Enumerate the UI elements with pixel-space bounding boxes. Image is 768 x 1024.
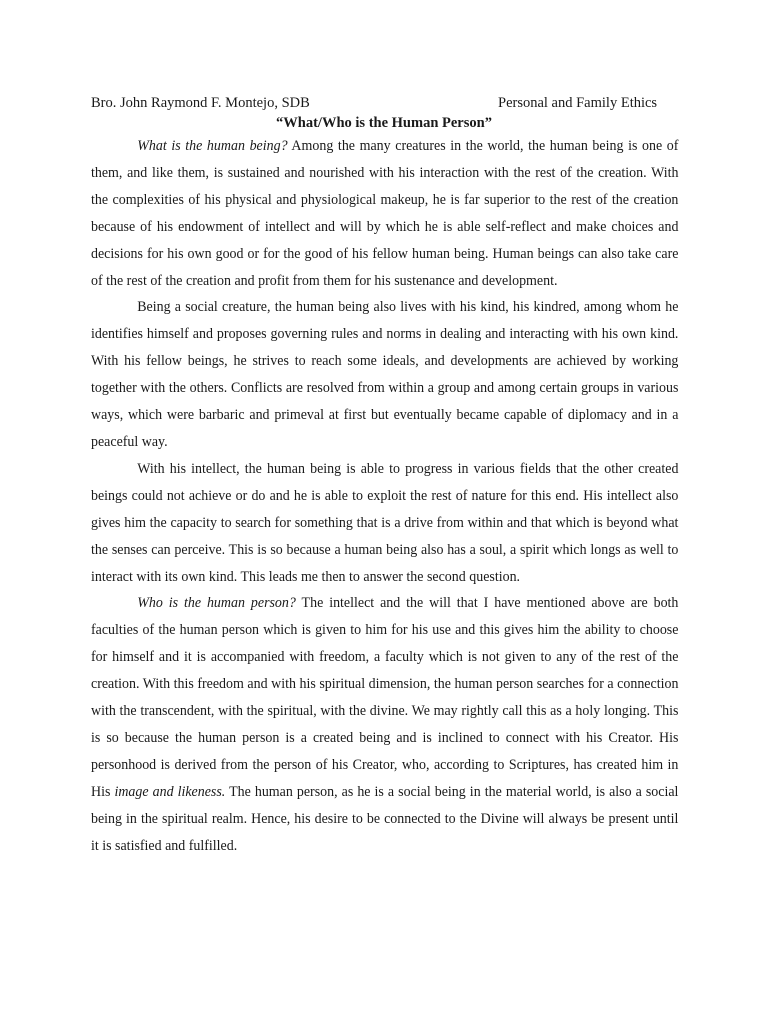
document-header — [91, 93, 663, 113]
paragraph-4-text-b: The human person, as he is a social being in the material world, is also a social being in the spiritual realm. Hence, his desire to be connected to the Divine will always be present until it is satisfied and fulfilled. — [91, 783, 679, 854]
document-title: “What/Who is the Human Person” — [276, 115, 492, 131]
paragraph-4-text-a: The intellect and the will that I have mentioned above are both faculties of the human person which is given to him for his use and this gives him the ability to choose for himself and it is accompanied with freedom, a faculty which is not given to any of the rest of the creation. With this freedom and with his spiritual dimension, the human person searches for a connection with the transcendent, with the spiritual, with the divine. We may rightly call this as a holy longing. This is so because the human person is a created being and is inclined to connect with his Creator. His personhood is derived from the person of his Creator, who, according to Scriptures, has created him in His — [91, 595, 679, 800]
paragraph-2 — [91, 294, 678, 455]
paragraph-1-text: Among the many creatures in the world, the human being is one of them, and like them, is sustained and nourished with his interaction with the rest of the creation. With the complexities of his physical and physiological makeup, he is far superior to the rest of the creation because of his endowment of intellect and will by which he is able self-reflect and make choices and decisions for his own good or for the good of his fellow human being. Human beings can also take care of the rest of the creation and profit from them for his sustenance and development. — [91, 138, 679, 289]
document-body — [91, 133, 678, 859]
emphasis-image-likeness: image and likeness. — [114, 783, 226, 800]
paragraph-3 — [91, 456, 678, 591]
paragraph-4 — [91, 590, 678, 859]
paragraph-3-text: With his intellect, the human being is able to progress in various fields that the other created beings could not achieve or do and he is able to exploit the rest of nature for this end. His intellect also gives him the capacity to search for something that is a drive from within and that which is beyond what the senses can perceive. This is so because a human being also has a soul, a spirit which longs as well to interact with its own kind. This leads me then to answer the second question. — [91, 460, 679, 585]
course-name: Personal and Family Ethics — [498, 95, 658, 111]
author-name: Bro. John Raymond F. Montejo, SDB — [91, 95, 310, 111]
question-who: Who is the human person? — [137, 595, 296, 612]
paragraph-1 — [91, 133, 678, 294]
paragraph-2-text: Being a social creature, the human being also lives with his kind, his kindred, among whom he identifies himself and proposes governing rules and norms in dealing and interacting with his own kind. With his fellow beings, he strives to reach some ideals, and developments are achieved by working together with the others. Conflicts are resolved from within a group and among certain groups in various ways, which were barbaric and primeval at first but eventually became capable of diplomacy and in a peaceful way. — [91, 299, 679, 450]
question-what: What is the human being? — [137, 138, 288, 154]
